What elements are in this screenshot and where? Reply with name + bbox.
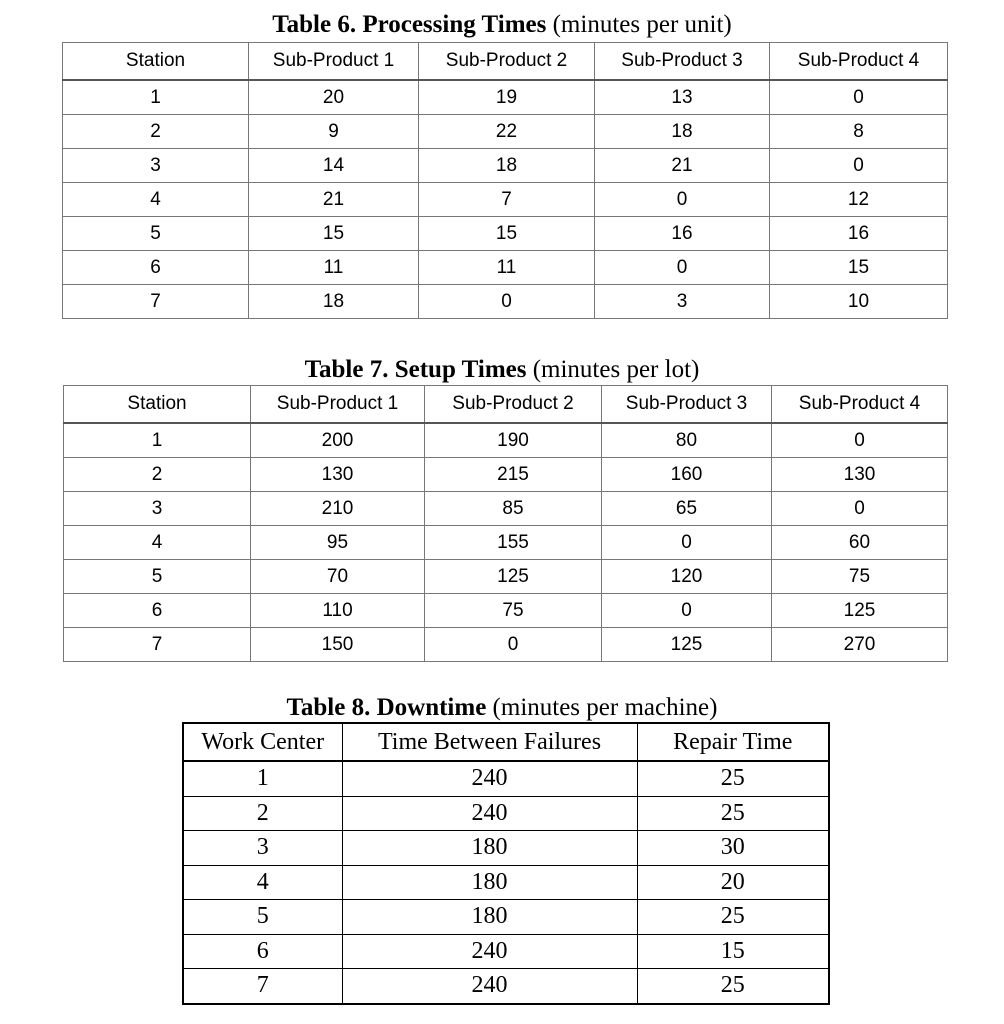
table-cell: 2: [64, 458, 251, 492]
table6-header-row: [63, 43, 948, 81]
table-cell: 7: [63, 285, 249, 319]
table-row: [183, 761, 829, 796]
table-cell: 95: [251, 526, 425, 560]
table7-title: Table 7. Setup Times: [304, 356, 527, 383]
table-cell: 110: [251, 594, 425, 628]
table7-body: [64, 423, 948, 662]
table-cell: 3: [595, 285, 770, 319]
table-cell: 4: [64, 526, 251, 560]
table8-header: [183, 723, 829, 761]
table7-column-header: Sub-Product 3: [602, 386, 772, 424]
table-cell: 0: [595, 251, 770, 285]
table-cell: 130: [772, 458, 948, 492]
table-cell: 0: [770, 149, 948, 183]
table-cell: 70: [251, 560, 425, 594]
table-cell: 0: [770, 80, 948, 115]
table-row: [63, 149, 948, 183]
table-cell: 150: [251, 628, 425, 662]
table7-column-header: Station: [64, 386, 251, 424]
table-cell: 130: [251, 458, 425, 492]
table-row: [64, 628, 948, 662]
table-cell: 210: [251, 492, 425, 526]
table8-column-header: Work Center: [183, 723, 342, 761]
table-cell: 15: [637, 934, 829, 969]
table-cell: 5: [64, 560, 251, 594]
table6-column-header: Sub-Product 2: [419, 43, 595, 81]
table-cell: 120: [602, 560, 772, 594]
table6-column-header: Sub-Product 1: [249, 43, 419, 81]
table-cell: 125: [425, 560, 602, 594]
table7-caption: [0, 355, 1004, 385]
table-row: [63, 115, 948, 149]
table-cell: 2: [63, 115, 249, 149]
table8-column-header: Time Between Failures: [342, 723, 637, 761]
table-cell: 5: [63, 217, 249, 251]
table-cell: 1: [64, 423, 251, 458]
table-cell: 125: [602, 628, 772, 662]
table-cell: 270: [772, 628, 948, 662]
table6-column-header: Station: [63, 43, 249, 81]
table-row: [183, 831, 829, 866]
table-cell: 6: [183, 934, 342, 969]
table-cell: 125: [772, 594, 948, 628]
table8-body: [183, 761, 829, 1004]
table6-title: Table 6. Processing Times: [272, 11, 547, 38]
processing-times-table: [62, 42, 948, 319]
table-cell: 75: [425, 594, 602, 628]
table-cell: 7: [64, 628, 251, 662]
table-cell: 0: [425, 628, 602, 662]
table-cell: 4: [63, 183, 249, 217]
table6-caption: [0, 10, 1004, 40]
table-cell: 160: [602, 458, 772, 492]
table6-header: [63, 43, 948, 81]
table-cell: 11: [419, 251, 595, 285]
table8-title: Table 8. Downtime: [286, 694, 487, 721]
table-cell: 3: [63, 149, 249, 183]
table-cell: 0: [772, 492, 948, 526]
table-cell: 3: [183, 831, 342, 866]
table-cell: 6: [64, 594, 251, 628]
table-cell: 5: [183, 900, 342, 935]
table-cell: 18: [419, 149, 595, 183]
table7-header: [64, 386, 948, 424]
table6-body: [63, 80, 948, 319]
table-cell: 65: [602, 492, 772, 526]
table7-column-header: Sub-Product 2: [425, 386, 602, 424]
table-cell: 16: [770, 217, 948, 251]
table-cell: 8: [770, 115, 948, 149]
table-cell: 30: [637, 831, 829, 866]
table-row: [63, 183, 948, 217]
table-cell: 21: [249, 183, 419, 217]
table7-title-units: (minutes per lot): [526, 356, 700, 383]
table7-column-header: Sub-Product 4: [772, 386, 948, 424]
table-cell: 240: [342, 761, 637, 796]
table-cell: 25: [637, 761, 829, 796]
table-cell: 13: [595, 80, 770, 115]
table-cell: 190: [425, 423, 602, 458]
table-cell: 0: [419, 285, 595, 319]
table-cell: 12: [770, 183, 948, 217]
table-cell: 15: [770, 251, 948, 285]
table-cell: 10: [770, 285, 948, 319]
table-cell: 80: [602, 423, 772, 458]
table-cell: 15: [249, 217, 419, 251]
table-cell: 180: [342, 831, 637, 866]
table-cell: 240: [342, 969, 637, 1004]
table-cell: 15: [419, 217, 595, 251]
table-cell: 22: [419, 115, 595, 149]
table-cell: 180: [342, 900, 637, 935]
table-row: [64, 594, 948, 628]
table-row: [63, 80, 948, 115]
table-cell: 0: [772, 423, 948, 458]
table8-column-header: Repair Time: [637, 723, 829, 761]
table-cell: 1: [63, 80, 249, 115]
table-row: [183, 934, 829, 969]
table-row: [63, 251, 948, 285]
table-row: [64, 526, 948, 560]
table7-column-header: Sub-Product 1: [251, 386, 425, 424]
table-row: [183, 969, 829, 1004]
table-row: [63, 285, 948, 319]
table-cell: 19: [419, 80, 595, 115]
table-cell: 25: [637, 796, 829, 831]
table-cell: 11: [249, 251, 419, 285]
table8-caption: [0, 693, 1004, 723]
table-cell: 155: [425, 526, 602, 560]
table-cell: 14: [249, 149, 419, 183]
table-cell: 6: [63, 251, 249, 285]
table-cell: 9: [249, 115, 419, 149]
table-cell: 0: [595, 183, 770, 217]
table-cell: 0: [602, 526, 772, 560]
table-cell: 75: [772, 560, 948, 594]
table-cell: 20: [249, 80, 419, 115]
table-cell: 2: [183, 796, 342, 831]
table-cell: 200: [251, 423, 425, 458]
table8-title-units: (minutes per machine): [486, 694, 718, 721]
table-row: [64, 423, 948, 458]
table7-header-row: [64, 386, 948, 424]
table-cell: 0: [602, 594, 772, 628]
table-cell: 25: [637, 969, 829, 1004]
table6-column-header: Sub-Product 4: [770, 43, 948, 81]
table-cell: 18: [595, 115, 770, 149]
table-row: [183, 865, 829, 900]
table-cell: 240: [342, 796, 637, 831]
table-cell: 21: [595, 149, 770, 183]
table-cell: 240: [342, 934, 637, 969]
table6-column-header: Sub-Product 3: [595, 43, 770, 81]
table-row: [64, 560, 948, 594]
table-cell: 18: [249, 285, 419, 319]
table-cell: 215: [425, 458, 602, 492]
table-cell: 16: [595, 217, 770, 251]
table8-header-row: [183, 723, 829, 761]
table-cell: 7: [183, 969, 342, 1004]
table-cell: 20: [637, 865, 829, 900]
table-row: [64, 458, 948, 492]
table-cell: 85: [425, 492, 602, 526]
table6-title-units: (minutes per unit): [546, 11, 732, 38]
setup-times-table: [63, 385, 948, 662]
table-cell: 7: [419, 183, 595, 217]
table-cell: 4: [183, 865, 342, 900]
table-row: [183, 796, 829, 831]
table-cell: 25: [637, 900, 829, 935]
table-cell: 1: [183, 761, 342, 796]
table-cell: 180: [342, 865, 637, 900]
table-row: [183, 900, 829, 935]
table-cell: 60: [772, 526, 948, 560]
table-cell: 3: [64, 492, 251, 526]
table-row: [64, 492, 948, 526]
table-row: [63, 217, 948, 251]
downtime-table: [182, 722, 830, 1005]
